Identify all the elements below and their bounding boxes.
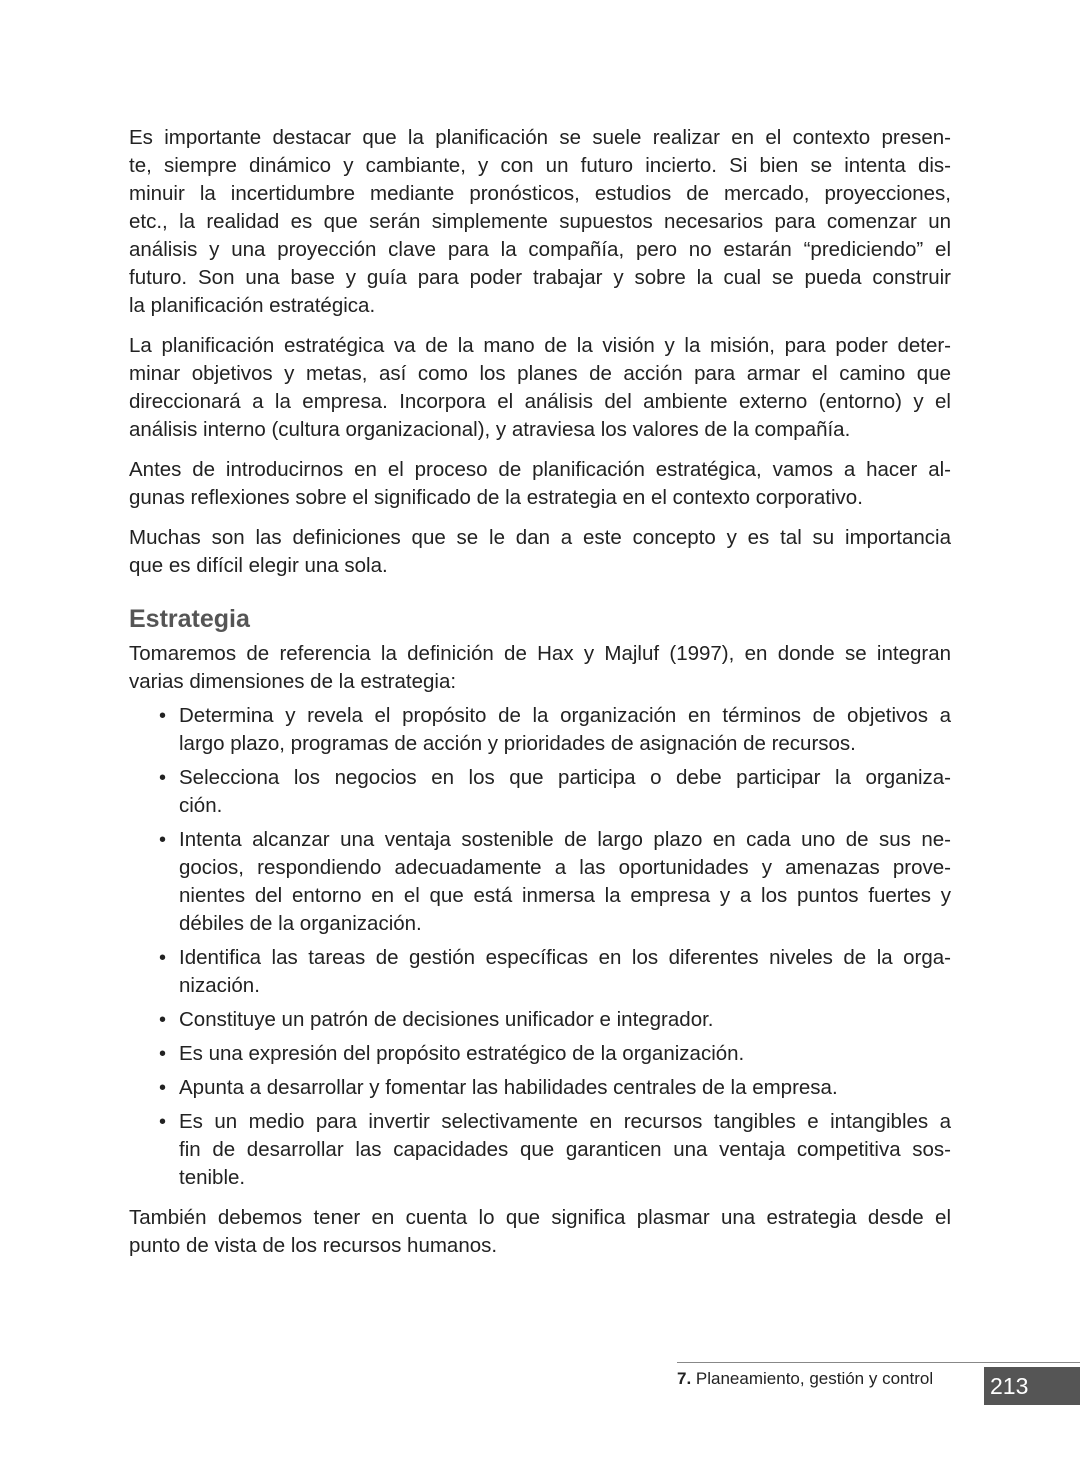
text-line: La planificación estratégica va de la mano de la visión y la misión, para poder deter-	[129, 334, 951, 357]
paragraph-2	[129, 332, 951, 444]
bullet-icon: •	[159, 829, 167, 851]
text-line: Determina y revela el propósito de la organización en términos de objetivos a	[179, 704, 951, 727]
list-item	[129, 764, 951, 820]
page-content	[129, 124, 951, 1260]
list-item	[129, 702, 951, 758]
text-line: Intenta alcanzar una ventaja sostenible de largo plazo en cada uno de sus ne-	[179, 828, 951, 851]
text-line: ción.	[179, 794, 223, 817]
text-line: direccionará a la empresa. Incorpora el análisis del ambiente externo (entorno) y el	[129, 390, 951, 413]
text-line: te, siempre dinámico y cambiante, y con un futuro incierto. Si bien se intenta dis-	[129, 154, 951, 177]
section-heading: Estrategia	[129, 605, 250, 633]
text-line: nientes del entorno en el que está inmersa la empresa y a los puntos fuertes y	[179, 884, 951, 907]
text-line: Muchas son las definiciones que se le dan a este concepto y es tal su importancia	[129, 526, 951, 549]
text-line: gocios, respondiendo adecuadamente a las oportunidades y amenazas prove-	[179, 856, 951, 879]
bullet-icon: •	[159, 1077, 167, 1099]
paragraph-4	[129, 524, 951, 580]
text-line: Tomaremos de referencia la definición de Hax y Majluf (1997), en donde se integran	[129, 642, 951, 665]
text-line: análisis y una proyección clave para la compañía, pero no estarán “prediciendo” el	[129, 238, 951, 261]
chapter-title: Planeamiento, gestión y control	[691, 1369, 934, 1388]
list-item	[129, 1108, 951, 1192]
strategy-dimensions-list	[129, 702, 951, 1192]
text-line: que es difícil elegir una sola.	[129, 554, 388, 577]
bullet-icon: •	[159, 1111, 167, 1133]
text-line: punto de vista de los recursos humanos.	[129, 1234, 498, 1257]
footer-divider	[677, 1362, 1080, 1363]
page-number-badge	[984, 1367, 1080, 1405]
text-line: Es una expresión del propósito estratégico de la organización.	[179, 1042, 745, 1065]
section-intro	[129, 640, 951, 696]
list-item	[129, 1074, 951, 1102]
list-item	[129, 1040, 951, 1068]
closing-paragraph	[129, 1204, 951, 1260]
bullet-icon: •	[159, 705, 167, 727]
text-line: fin de desarrollar las capacidades que garanticen una ventaja competitiva sos-	[179, 1138, 951, 1161]
text-line: gunas reflexiones sobre el significado de la estrategia en el contexto corporativo.	[129, 486, 863, 509]
text-line: También debemos tener en cuenta lo que significa plasmar una estrategia desde el	[129, 1206, 951, 1229]
bullet-icon: •	[159, 947, 167, 969]
text-line: minar objetivos y metas, así como los planes de acción para armar el camino que	[129, 362, 951, 385]
text-line: la planificación estratégica.	[129, 294, 376, 317]
text-line: varias dimensiones de la estrategia:	[129, 670, 457, 693]
text-line: Apunta a desarrollar y fomentar las habilidades centrales de la empresa.	[179, 1076, 838, 1099]
text-line: Antes de introducirnos en el proceso de planificación estratégica, vamos a hacer al-	[129, 458, 951, 481]
text-line: Constituye un patrón de decisiones unificador e integrador.	[179, 1008, 714, 1031]
list-item	[129, 1006, 951, 1034]
text-line: Es un medio para invertir selectivamente en recursos tangibles e intangibles a	[179, 1110, 951, 1133]
paragraph-3	[129, 456, 951, 512]
text-line: Selecciona los negocios en los que participa o debe participar la organiza-	[179, 766, 951, 789]
text-line: etc., la realidad es que serán simplemente supuestos necesarios para comenzar un	[129, 210, 951, 233]
text-line: análisis interno (cultura organizacional), y atraviesa los valores de la compañía.	[129, 418, 851, 441]
text-line: Identifica las tareas de gestión específicas en los diferentes niveles de la orga-	[179, 946, 951, 969]
bullet-icon: •	[159, 1043, 167, 1065]
list-item	[129, 826, 951, 938]
text-line: minuir la incertidumbre mediante pronósticos, estudios de mercado, proyecciones,	[129, 182, 951, 205]
bullet-icon: •	[159, 1009, 167, 1031]
bullet-icon: •	[159, 767, 167, 789]
text-line: Es importante destacar que la planificación se suele realizar en el contexto presen-	[129, 126, 951, 149]
chapter-footer	[677, 1368, 933, 1390]
text-line: largo plazo, programas de acción y prioridades de asignación de recursos.	[179, 732, 856, 755]
text-line: tenible.	[179, 1166, 246, 1189]
paragraph-1	[129, 124, 951, 320]
text-line: débiles de la organización.	[179, 912, 422, 935]
chapter-number: 7.	[677, 1369, 692, 1388]
text-line: nización.	[179, 974, 260, 997]
text-line: futuro. Son una base y guía para poder trabajar y sobre la cual se pueda construir	[129, 266, 951, 289]
list-item	[129, 944, 951, 1000]
page-number: 213	[990, 1373, 1029, 1399]
